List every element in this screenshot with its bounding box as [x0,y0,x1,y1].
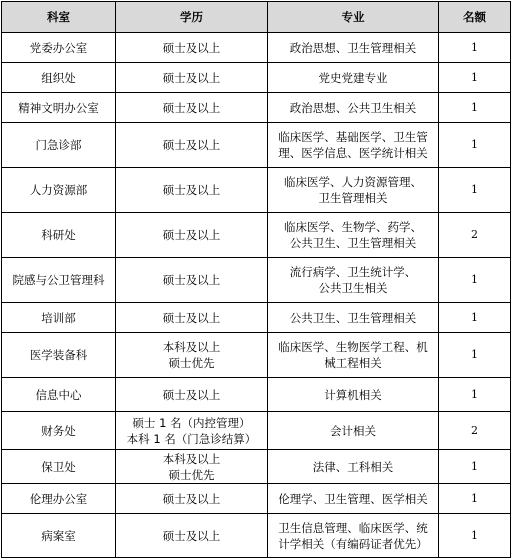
education-cell: 本科及以上 硕士优先 [116,333,268,378]
table-row [2,333,511,378]
major-cell: 卫生信息管理、临床医学、统 计学相关（有编码证者优先） [268,514,439,558]
quota-cell: 1 [439,450,511,484]
major-cell: 政治思想、公共卫生相关 [268,93,439,123]
dept-cell: 信息中心 [2,378,116,412]
dept-cell: 院感与公卫管理科 [2,258,116,303]
education-cell: 硕士及以上 [116,33,268,63]
quota-cell: 1 [439,123,511,168]
major-cell: 临床医学、基础医学、卫生管 理、医学信息、医学统计相关 [268,123,439,168]
table-row [2,303,511,333]
recruitment-table [1,1,511,558]
quota-cell: 1 [439,303,511,333]
quota-cell: 1 [439,93,511,123]
dept-cell: 组织处 [2,63,116,93]
dept-cell: 培训部 [2,303,116,333]
dept-cell: 保卫处 [2,450,116,484]
dept-cell: 门急诊部 [2,123,116,168]
dept-cell: 财务处 [2,412,116,450]
quota-cell: 1 [439,33,511,63]
table-row [2,258,511,303]
dept-cell: 伦理办公室 [2,484,116,514]
table-row [2,33,511,63]
quota-cell: 1 [439,514,511,558]
major-cell: 法律、工科相关 [268,450,439,484]
header-dept: 科室 [2,2,116,33]
education-cell: 硕士及以上 [116,514,268,558]
major-cell: 公共卫生、卫生管理相关 [268,303,439,333]
education-cell: 硕士及以上 [116,93,268,123]
table-body [2,33,511,558]
table-row [2,213,511,258]
major-cell: 党史党建专业 [268,63,439,93]
education-cell: 硕士及以上 [116,484,268,514]
education-cell: 硕士及以上 [116,303,268,333]
quota-cell: 1 [439,258,511,303]
dept-cell: 党委办公室 [2,33,116,63]
table-row [2,484,511,514]
dept-cell: 人力资源部 [2,168,116,213]
table-row [2,93,511,123]
major-cell: 伦理学、卫生管理、医学相关 [268,484,439,514]
education-cell: 硕士 1 名（内控管理） 本科 1 名（门急诊结算） [116,412,268,450]
education-cell: 硕士及以上 [116,123,268,168]
education-cell: 硕士及以上 [116,63,268,93]
education-cell: 硕士及以上 [116,213,268,258]
education-cell: 硕士及以上 [116,168,268,213]
major-cell: 计算机相关 [268,378,439,412]
major-cell: 政治思想、卫生管理相关 [268,33,439,63]
education-cell: 本科及以上 硕士优先 [116,450,268,484]
table-row [2,378,511,412]
header-education: 学历 [116,2,268,33]
table-row [2,168,511,213]
major-cell: 临床医学、人力资源管理、 卫生管理相关 [268,168,439,213]
quota-cell: 1 [439,63,511,93]
quota-cell: 2 [439,412,511,450]
major-cell: 临床医学、生物学、药学、 公共卫生、卫生管理相关 [268,213,439,258]
table-row [2,63,511,93]
quota-cell: 1 [439,484,511,514]
major-cell: 流行病学、卫生统计学、 公共卫生相关 [268,258,439,303]
header-major: 专业 [268,2,439,33]
table-row [2,123,511,168]
header-row [2,2,511,33]
education-cell: 硕士及以上 [116,378,268,412]
quota-cell: 2 [439,213,511,258]
education-cell: 硕士及以上 [116,258,268,303]
major-cell: 临床医学、生物医学工程、机 械工程相关 [268,333,439,378]
table-row [2,412,511,450]
quota-cell: 1 [439,378,511,412]
dept-cell: 科研处 [2,213,116,258]
major-cell: 会计相关 [268,412,439,450]
quota-cell: 1 [439,333,511,378]
dept-cell: 精神文明办公室 [2,93,116,123]
table-row [2,514,511,558]
quota-cell: 1 [439,168,511,213]
dept-cell: 病案室 [2,514,116,558]
dept-cell: 医学装备科 [2,333,116,378]
table-row [2,450,511,484]
header-quota: 名额 [439,2,511,33]
